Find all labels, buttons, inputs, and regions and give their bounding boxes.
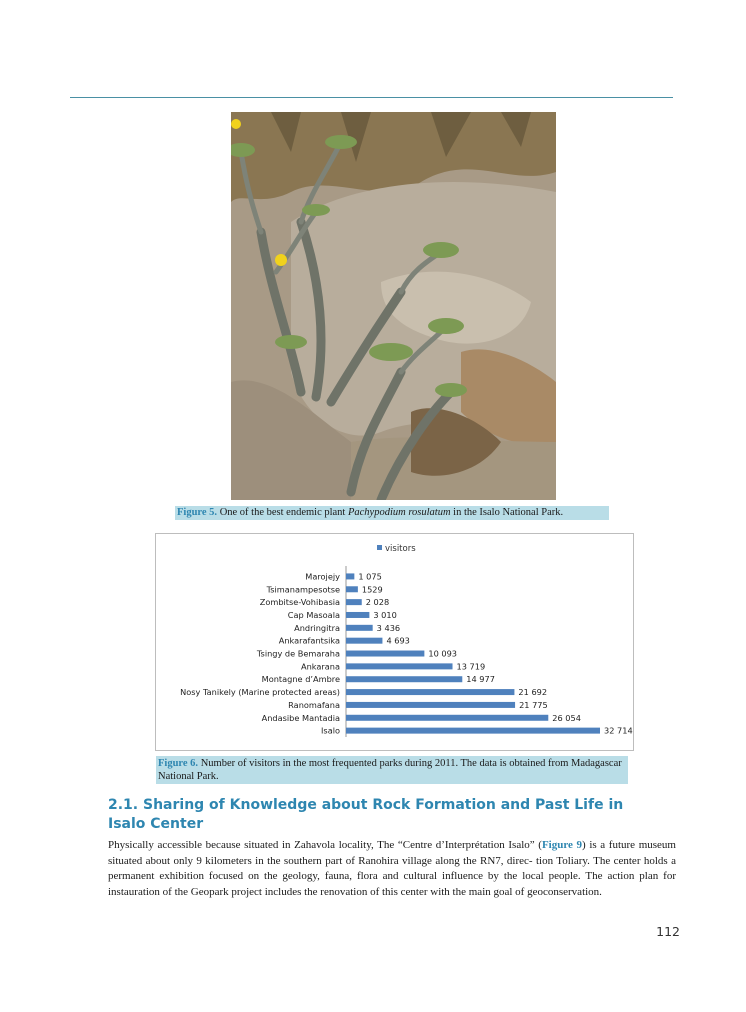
- bar: [346, 651, 424, 657]
- figure-6-caption: [156, 756, 628, 784]
- paragraph-text-before: Physically accessible because situated in Zahavola locality, The “Centre d’Interprétation Isalo” (: [108, 839, 542, 851]
- category-label: Marojejy: [305, 571, 340, 582]
- page-number: 112: [656, 924, 680, 939]
- paragraph-text-after: ) is a future museum situated about only 9 kilometers in the southern part of Ranohira village along the RN7, direc- tion Toliary. The center holds a permanent exhibition focused on the geology, fauna, flora and cultural influence by the local people. The action plan for instauration of the Geopark project includes the renovation of this center with the main goal of geoconservation.: [108, 839, 676, 898]
- value-label: 14 977: [466, 674, 495, 685]
- category-label: Isalo: [321, 725, 340, 736]
- figure-9-link[interactable]: Figure 9: [541, 839, 583, 851]
- value-label: 26 054: [552, 712, 581, 723]
- section-heading: 2.1. Sharing of Knowledge about Rock Formation and Past Life in Isalo Center: [108, 797, 624, 832]
- figure-5-label: Figure 5.: [177, 507, 218, 518]
- header-rule: [70, 97, 673, 98]
- figure-6-chart: [155, 533, 634, 751]
- bar: [346, 689, 514, 695]
- category-label: Tsingy de Bemaraha: [256, 648, 340, 659]
- figure-5-text-before: One of the best endemic plant: [217, 507, 348, 518]
- bar: [346, 612, 369, 618]
- figure-6-text: Number of visitors in the most frequented parks during 2011. The data is obtained from Madagascar National Park.: [158, 758, 622, 782]
- bar: [346, 599, 362, 605]
- figure-5-text-after: in the Isalo National Park.: [450, 507, 564, 518]
- bar: [346, 702, 515, 708]
- figure-5-photo: [231, 112, 556, 500]
- visitors-bar-chart: [156, 534, 633, 750]
- category-label: Andringitra: [294, 622, 340, 633]
- bar: [346, 586, 358, 592]
- bar: [346, 676, 462, 682]
- category-label: Nosy Tanikely (Marine protected areas): [180, 687, 340, 698]
- value-label: 4 693: [386, 635, 410, 646]
- figure-5-caption: [175, 506, 609, 520]
- value-label: 1529: [361, 584, 383, 595]
- figure-5-species: Pachypodium rosulatum: [347, 507, 451, 518]
- value-label: 3 010: [373, 609, 397, 620]
- value-label: 21 692: [518, 687, 548, 698]
- category-label: Andasibe Mantadia: [261, 712, 340, 723]
- category-label: Ranomafana: [288, 699, 340, 710]
- category-label: Ankarafantsika: [278, 635, 340, 646]
- category-label: Ankarana: [301, 661, 340, 672]
- bar: [346, 638, 382, 644]
- category-label: Cap Masoala: [287, 609, 340, 620]
- category-label: Tsimanampesotse: [266, 584, 340, 595]
- bar: [346, 573, 354, 579]
- category-label: Montagne d’Ambre: [261, 674, 340, 685]
- value-label: 21 775: [519, 699, 548, 710]
- value-label: 13 719: [456, 661, 486, 672]
- value-label: 10 093: [428, 648, 458, 659]
- bar: [346, 663, 453, 669]
- category-label: Zombitse-Vohibasia: [259, 597, 340, 608]
- section-paragraph: [108, 838, 676, 900]
- value-label: 3 436: [376, 622, 401, 633]
- bar: [346, 625, 373, 631]
- value-label: 1 075: [358, 571, 382, 582]
- legend-swatch: [377, 545, 382, 550]
- bar: [346, 728, 600, 734]
- value-label: 2 028: [365, 597, 390, 608]
- value-label: 32 714: [604, 725, 633, 736]
- legend-label: visitors: [385, 544, 416, 554]
- bar: [346, 715, 548, 721]
- figure-6-label: Figure 6.: [158, 758, 199, 769]
